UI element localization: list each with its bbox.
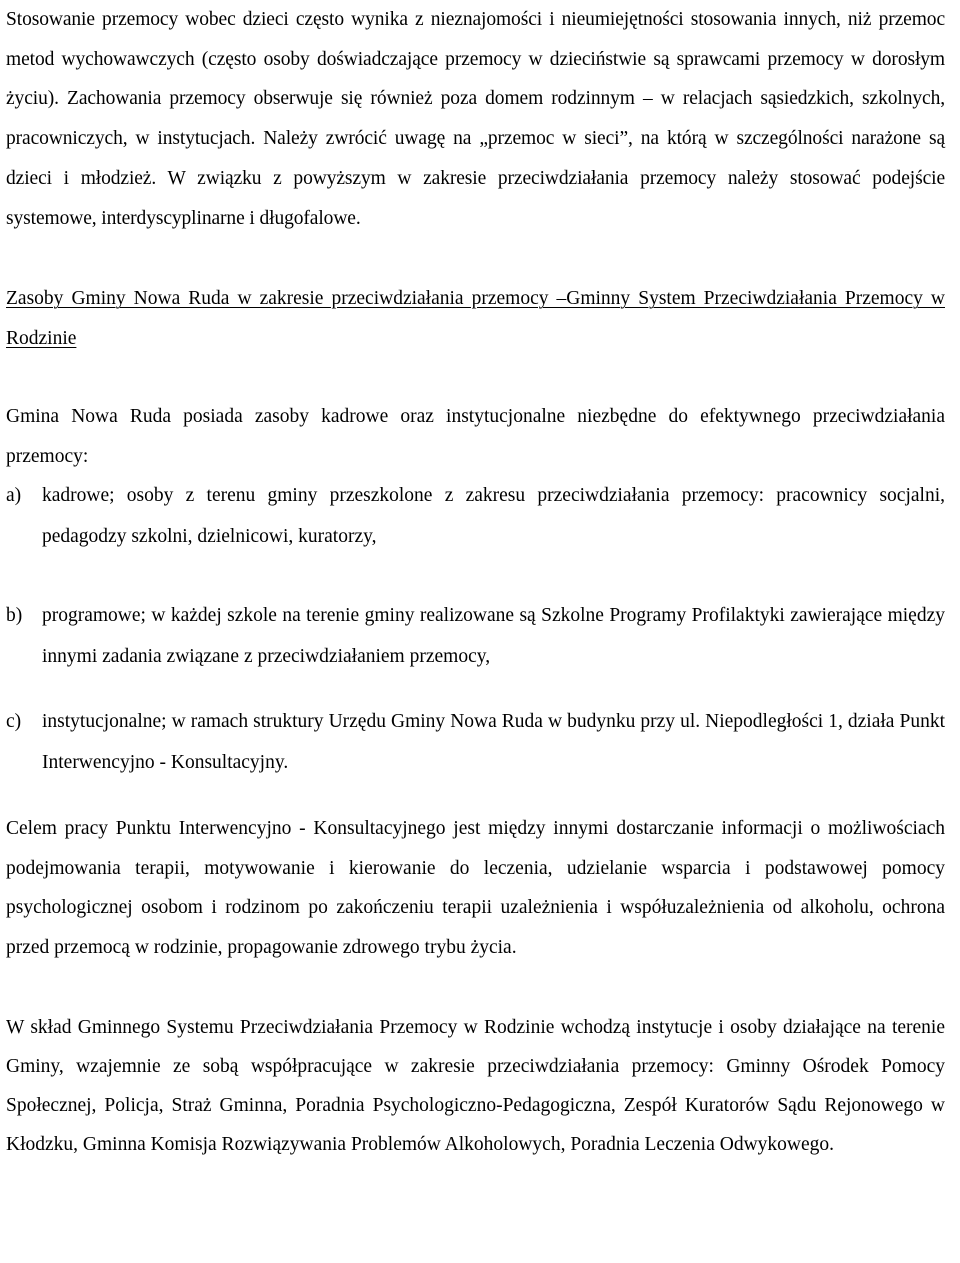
list-item-programowe bbox=[6, 596, 945, 677]
intro-paragraph: Stosowanie przemocy wobec dzieci często wynika z nieznajomości i nieumiejętności stosowania innych, niż przemoc metod wychowawczych (często osoby doświadczające przemocy w dzieciństwie są sprawcami przemocy w dorosłym życiu). Zachowania przemocy obserwuje się również poza domem rodzinnym – w relacjach sąsiedzkich, szkolnych, pracowniczych, w instytucjach. Należy zwrócić uwagę na „przemoc w sieci”, na którą w szczególności narażone są dzieci i młodzież. W związku z powyższym w zakresie przeciwdziałania przemocy należy stosować podejście systemowe, interdyscyplinarne i długofalowe. bbox=[6, 9, 945, 229]
list-item-text: kadrowe; osoby z terenu gminy przeszkolone z zakresu przeciwdziałania przemocy: pracownicy socjalni, pedagodzy szkolni, dzielnicowi, kuratorzy, bbox=[42, 485, 945, 547]
list-item-kadrowe bbox=[6, 476, 945, 557]
list-marker: a) bbox=[6, 485, 22, 507]
section-heading: Zasoby Gminy Nowa Ruda w zakresie przeciwdziałania przemocy –Gminny System Przeciwdziałania Przemocy w Rodzinie bbox=[6, 288, 945, 350]
system-members-paragraph: W skład Gminnego Systemu Przeciwdziałania Przemocy w Rodzinie wchodzą instytucje i osoby działające na terenie Gminy, wzajemnie ze sobą współpracujące w zakresie przeciwdziałania przemocy: Gminny Ośrodek Pomocy Społecznej, Policja, Straż Gminna, Poradnia Psychologiczno-Pedagogiczna, Zespół Kuratorów Sądu Rejonowego w Kłodzku, Gminna Komisja Rozwiązywania Problemów Alkoholowych, Poradnia Leczenia Odwykowego. bbox=[6, 1016, 945, 1156]
list-marker: b) bbox=[6, 605, 23, 627]
list-item-text: instytucjonalne; w ramach struktury Urzędu Gminy Nowa Ruda w budynku przy ul. Niepodległości 1, działa Punkt Interwencyjno - Konsultacyjny. bbox=[42, 711, 945, 773]
list-item-text: programowe; w każdej szkole na terenie gminy realizowane są Szkolne Programy Profilaktyki zawierające między innymi zadania związane z przeciwdziałaniem przemocy, bbox=[42, 605, 945, 667]
list-marker: c) bbox=[6, 711, 22, 733]
resources-list bbox=[6, 476, 945, 783]
consultation-point-paragraph: Celem pracy Punktu Interwencyjno - Konsultacyjnego jest między innymi dostarczanie informacji o możliwościach podejmowania terapii, motywowanie i kierowanie do leczenia, udzielanie wsparcia i podstawowej pomocy psychologicznej osobom i rodzinom po zakończeniu terapii uzależnienia i współuzależnienia od alkoholu, ochrona przed przemocą w rodzinie, propagowanie zdrowego trybu życia. bbox=[6, 818, 945, 958]
list-item-instytucjonalne bbox=[6, 702, 945, 783]
document-page bbox=[6, 0, 945, 1164]
gmina-resources-paragraph: Gmina Nowa Ruda posiada zasoby kadrowe oraz instytucjonalne niezbędne do efektywnego przeciwdziałania przemocy: bbox=[6, 406, 945, 467]
